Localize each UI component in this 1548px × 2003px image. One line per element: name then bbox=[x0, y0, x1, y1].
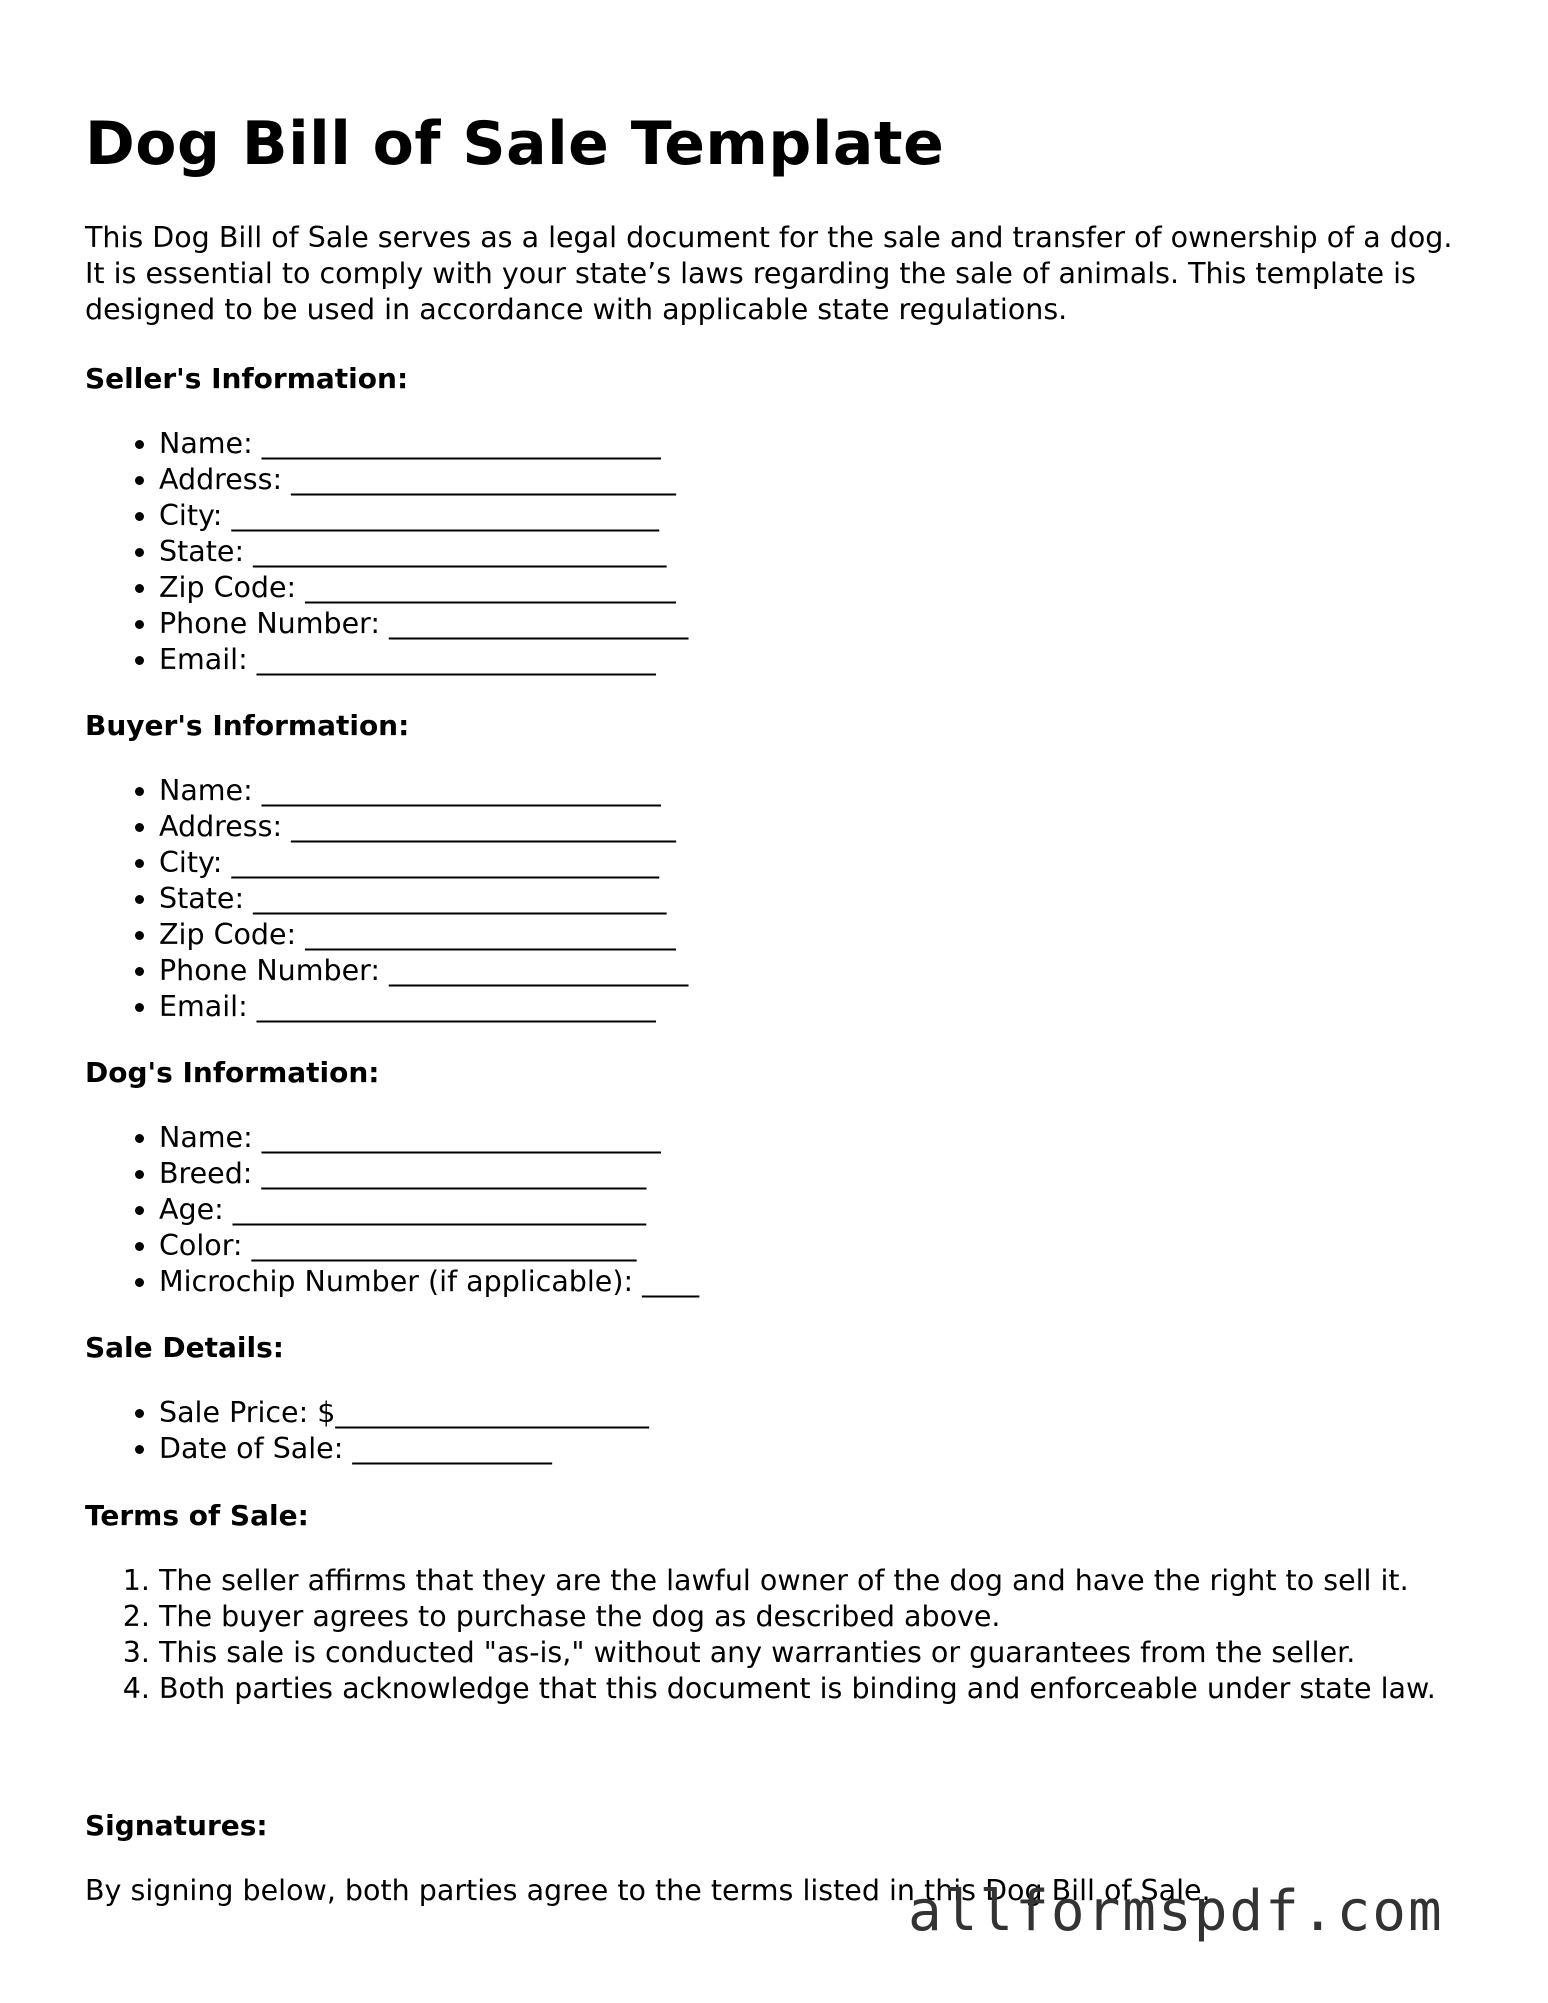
sale-heading: Sale Details: bbox=[85, 1331, 284, 1364]
terms-list bbox=[85, 1563, 1465, 1707]
intro-paragraph: This Dog Bill of Sale serves as a legal document for the sale and transfer of ownership of a dog. It is essential to comply with your state’s laws regarding the sale of animals. This template is designed to be used in accordance with applicable state regulations. bbox=[85, 221, 1453, 326]
term-item: 4. Both parties acknowledge that this document is binding and enforceable under state law. bbox=[159, 1671, 1465, 1707]
dog-breed-field: • Breed: ___________________________ bbox=[159, 1156, 699, 1192]
terms-heading: Terms of Sale: bbox=[85, 1499, 309, 1532]
term-item: 3. This sale is conducted "as-is," without any warranties or guarantees from the seller. bbox=[159, 1635, 1465, 1671]
seller-email-field: • Email: ____________________________ bbox=[159, 642, 688, 678]
seller-city-field: • City: ______________________________ bbox=[159, 498, 688, 534]
buyer-address-field: • Address: ___________________________ bbox=[159, 809, 688, 845]
buyer-name-field: • Name: ____________________________ bbox=[159, 773, 688, 809]
dog-fields-list bbox=[85, 1120, 699, 1300]
dog-microchip-field: • Microchip Number (if applicable): ____ bbox=[159, 1264, 699, 1300]
term-item: 1. The seller affirms that they are the lawful owner of the dog and have the right to sell it. bbox=[159, 1563, 1465, 1599]
buyer-fields-list bbox=[85, 773, 688, 1025]
seller-fields-list bbox=[85, 426, 688, 678]
sale-price-field: • Sale Price: $______________________ bbox=[159, 1395, 649, 1431]
buyer-phone-field: • Phone Number: _____________________ bbox=[159, 953, 688, 989]
buyer-email-field: • Email: ____________________________ bbox=[159, 989, 688, 1025]
seller-name-field: • Name: ____________________________ bbox=[159, 426, 688, 462]
seller-phone-field: • Phone Number: _____________________ bbox=[159, 606, 688, 642]
buyer-zip-field: • Zip Code: __________________________ bbox=[159, 917, 688, 953]
dog-age-field: • Age: _____________________________ bbox=[159, 1192, 699, 1228]
term-item: 2. The buyer agrees to purchase the dog as described above. bbox=[159, 1599, 1465, 1635]
signatures-heading: Signatures: bbox=[85, 1809, 268, 1842]
sale-date-field: • Date of Sale: ______________ bbox=[159, 1431, 649, 1467]
dog-heading: Dog's Information: bbox=[85, 1056, 380, 1089]
seller-state-field: • State: _____________________________ bbox=[159, 534, 688, 570]
seller-heading: Seller's Information: bbox=[85, 362, 409, 395]
sale-fields-list bbox=[85, 1395, 649, 1467]
watermark-text: allformspdf.com bbox=[908, 1879, 1444, 1944]
page-title: Dog Bill of Sale Template bbox=[85, 109, 945, 179]
dog-name-field: • Name: ____________________________ bbox=[159, 1120, 699, 1156]
buyer-city-field: • City: ______________________________ bbox=[159, 845, 688, 881]
buyer-heading: Buyer's Information: bbox=[85, 709, 410, 742]
signatures-text: By signing below, both parties agree to the terms listed in this Dog Bill of Sale. bbox=[85, 1874, 1211, 1907]
seller-zip-field: • Zip Code: __________________________ bbox=[159, 570, 688, 606]
seller-address-field: • Address: ___________________________ bbox=[159, 462, 688, 498]
buyer-state-field: • State: _____________________________ bbox=[159, 881, 688, 917]
dog-color-field: • Color: ___________________________ bbox=[159, 1228, 699, 1264]
